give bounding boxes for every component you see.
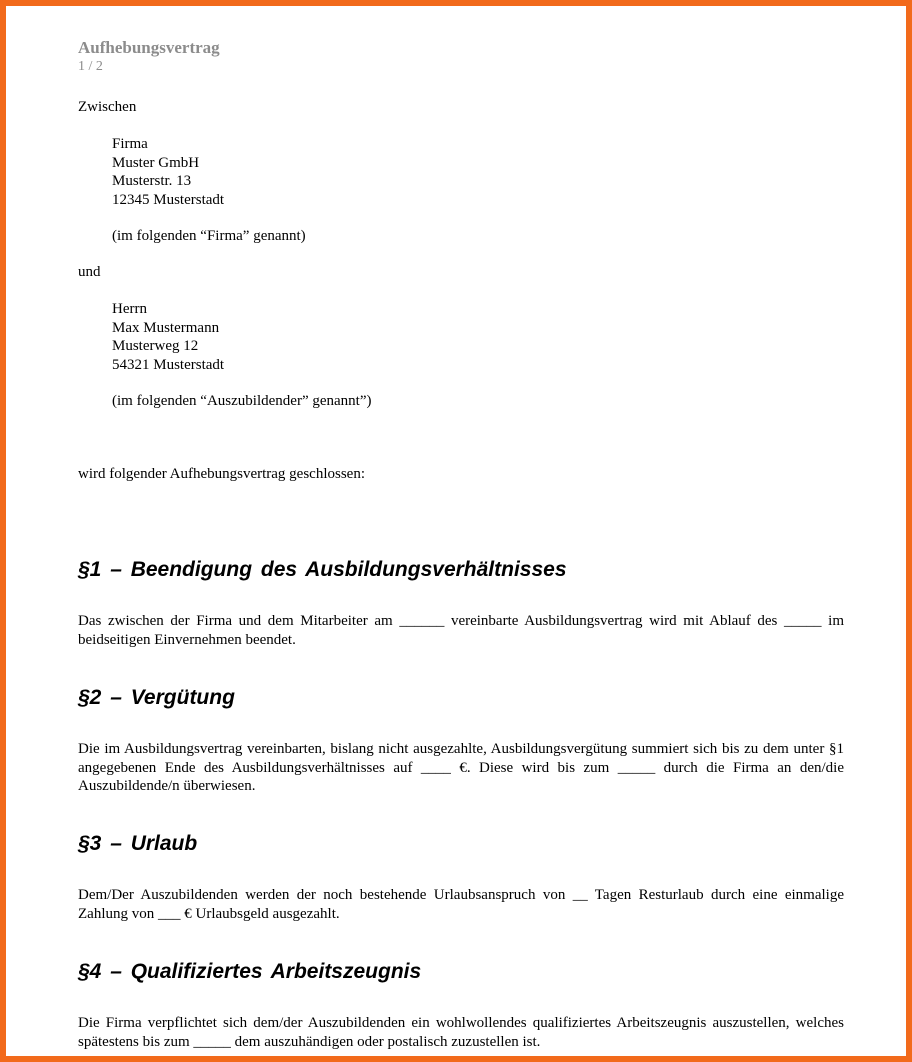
party1-line: Muster GmbH: [112, 154, 200, 171]
party2-line: Musterweg 12: [112, 338, 199, 354]
section-2-text: Die im Ausbildungsvertrag vereinbarten, bislang nicht ausgezahlte, Ausbildungsvergütung summiert sich bis zu dem unter §1 angegebenen Ende des Ausbildungsverhältnisses auf ____ €. Diese wird bis zum _____ durch die Firma an den/die Auszubildende/n überwiesen.: [78, 741, 844, 794]
section-1-heading: §1 – Beendigung des Ausbildungsverhältnisses: [78, 558, 567, 581]
section-2-heading: §2 – Vergütung: [78, 686, 235, 709]
party2-line: 54321 Musterstadt: [112, 356, 225, 373]
party1-line: Firma: [112, 136, 148, 152]
document-title: Aufhebungsvertrag: [78, 38, 220, 57]
section-4-heading: §4 – Qualifiziertes Arbeitszeugnis: [78, 960, 422, 983]
intro-text: wird folgender Aufhebungsvertrag geschlossen:: [78, 466, 366, 482]
party2-address: [112, 300, 224, 374]
party1-address: [112, 135, 224, 209]
party2-designation: (im folgenden “Auszubildender” genannt”): [112, 393, 372, 409]
section-4-text: Die Firma verpflichtet sich dem/der Auszubildenden ein wohlwollendes qualifiziertes Arbeitszeugnis auszustellen, welches spätestens bis zum _____ dem auszuhändigen oder postalisch zuzustellen ist.: [78, 1015, 844, 1050]
party2-line: Herrn: [112, 301, 147, 317]
section-1-text: Das zwischen der Firma und dem Mitarbeiter am ______ vereinbarte Ausbildungsvertrag wird mit Ablauf des _____ im beidseitigen Einvernehmen beendet.: [78, 613, 844, 648]
page-indicator: 1 / 2: [78, 59, 103, 74]
between-label: Zwischen: [78, 99, 137, 115]
party2-line: Max Mustermann: [112, 319, 220, 336]
party1-designation: (im folgenden “Firma” genannt): [112, 228, 306, 244]
and-label: und: [78, 264, 101, 280]
section-3-text: Dem/Der Auszubildenden werden der noch bestehende Urlaubsanspruch von __ Tagen Resturlaub durch eine einmalige Zahlung von ___ € Urlaubsgeld ausgezahlt.: [78, 887, 844, 922]
party1-line: Musterstr. 13: [112, 173, 192, 189]
party1-line: 12345 Musterstadt: [112, 191, 225, 208]
section-3-heading: §3 – Urlaub: [78, 832, 198, 855]
